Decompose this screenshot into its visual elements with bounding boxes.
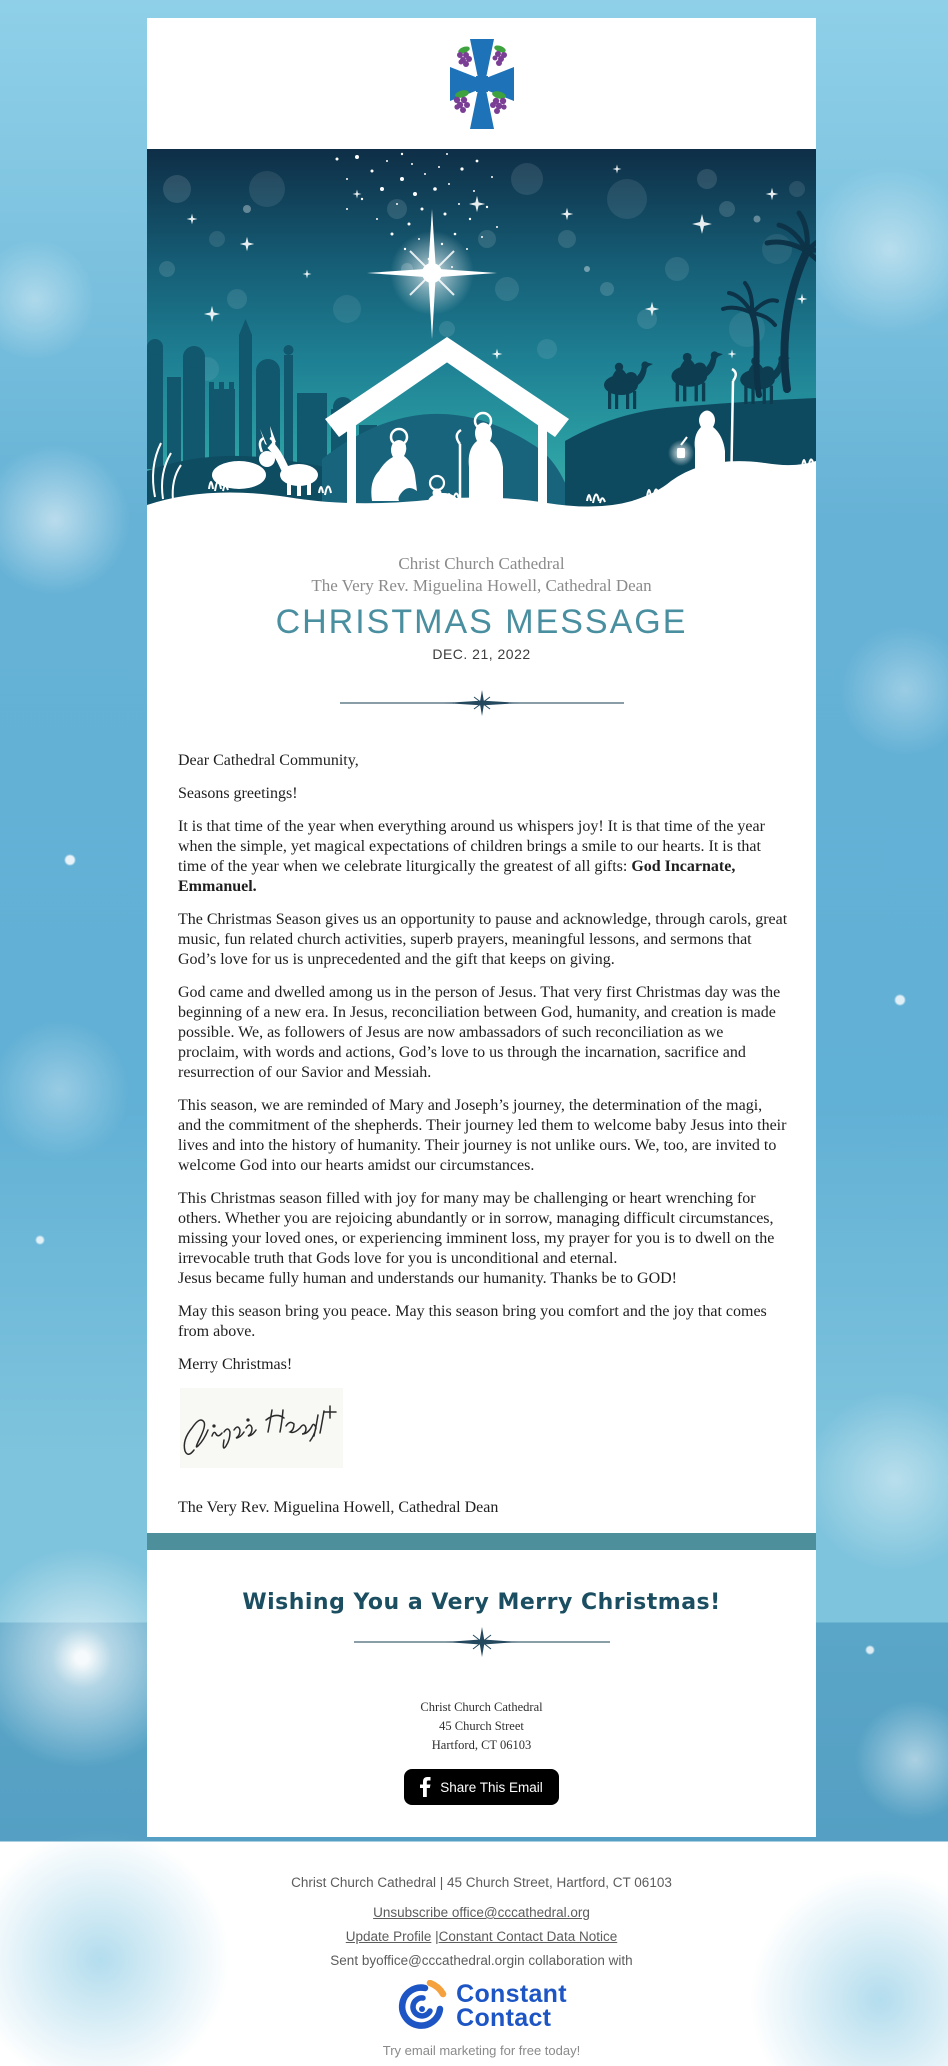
letter-body <box>147 751 816 1375</box>
card-header <box>147 18 816 149</box>
unsubscribe-link[interactable]: Unsubscribe office@cccathedral.org <box>373 1905 590 1920</box>
church-name: Christ Church Cathedral <box>398 554 565 573</box>
share-button-label: Share This Email <box>440 1779 543 1795</box>
address-line: Christ Church Cathedral <box>420 1700 543 1714</box>
constant-contact-mark-icon <box>396 1980 448 2032</box>
signature-image <box>180 1388 816 1473</box>
address-line: 45 Church Street <box>439 1719 524 1733</box>
paragraph-6: May this season bring you peace. May this season bring you comfort and the joy that comes from above. <box>178 1303 767 1340</box>
signer-name: The Very Rev. Miguelina Howell, Cathedral Dean <box>178 1499 499 1516</box>
cross-with-grapes-logo-icon <box>443 36 521 132</box>
dean-name: The Very Rev. Miguelina Howell, Cathedral Dean <box>311 576 652 595</box>
paragraph-1-bold: God Incarnate, Emmanuel. <box>178 858 736 895</box>
title-block <box>147 529 816 662</box>
banner-section <box>147 1550 816 1837</box>
banner-heading: Wishing You a Very Merry Christmas! <box>242 1590 721 1615</box>
paragraph-1 <box>178 817 788 897</box>
closing: Merry Christmas! <box>178 1356 293 1373</box>
sent-by-text: Sent by <box>330 1953 377 1968</box>
email-service-footer <box>147 1853 816 2058</box>
address-block <box>147 1698 816 1755</box>
constant-contact-wordmark: Constant Contact <box>456 1980 567 2032</box>
salutation: Dear Cathedral Community, <box>178 752 359 769</box>
teal-divider-bar <box>147 1533 816 1550</box>
greeting: Seasons greetings! <box>178 785 298 802</box>
paragraph-5 <box>178 1189 788 1289</box>
email-card <box>147 18 816 1837</box>
footer-link-separator: | <box>435 1929 439 1944</box>
paragraph-5-text: This Christmas season filled with joy for many may be challenging or heart wrenching for others. Whether you are rejoicing abundantly or in sorrow, managing difficult circumstances, missing your loved ones, or experiencing imminent loss, my prayer for you is to dwell on the irrevocable truth that Gods love for you is unconditional and eternal. <box>178 1190 775 1267</box>
sender-email-link[interactable]: office@cccathedral.org <box>376 1953 515 1968</box>
nativity-hero-image <box>147 149 816 529</box>
date-line: DEC. 21, 2022 <box>432 646 531 662</box>
facebook-icon <box>420 1777 431 1797</box>
update-profile-link[interactable]: Update Profile <box>345 1929 432 1944</box>
constant-contact-tagline: Try email marketing for free today! <box>382 2043 581 2058</box>
data-notice-link[interactable]: Constant Contact Data Notice <box>438 1929 618 1944</box>
star-divider-icon <box>147 690 816 721</box>
constant-contact-logo[interactable] <box>396 1980 567 2032</box>
page-title: CHRISTMAS MESSAGE <box>275 603 688 641</box>
address-line: Hartford, CT 06103 <box>431 1738 532 1752</box>
collaboration-text: in collaboration with <box>514 1953 633 1968</box>
footer-address-line: Christ Church Cathedral | 45 Church Street, Hartford, CT 06103 <box>291 1875 672 1890</box>
paragraph-4: This season, we are reminded of Mary and Joseph’s journey, the determination of the magi, and the commitment of the shepherds. Their journey led them to welcome baby Jesus into their lives and into the history of humanity. Their journey is not unlike ours. We, too, are invited to welcome God into our hearts amidst our circumstances. <box>178 1097 787 1174</box>
paragraph-5-line2: Jesus became fully human and understands our humanity. Thanks be to GOD! <box>178 1270 678 1287</box>
paragraph-2: The Christmas Season gives us an opportunity to pause and acknowledge, through carols, great music, fun related church activities, superb prayers, meaningful lessons, and sermons that God’s love for us is unprecedented and the gift that keeps on giving. <box>178 911 788 968</box>
star-divider-icon <box>147 1627 816 1662</box>
paragraph-1-text: It is that time of the year when everything around us whispers joy! It is that time of the year when the simple, yet magical expectations of children brings a smile to our hearts. It is that time of the year when we celebrate liturgically the greatest of all gifts: <box>178 818 765 875</box>
share-this-email-button[interactable] <box>404 1769 559 1805</box>
paragraph-3: God came and dwelled among us in the person of Jesus. That very first Christmas day was the beginning of a new era. In Jesus, reconciliation between God, humanity, and creation is made possible. We, as followers of Jesus are now ambassadors of such reconciliation as we proclaim, with words and actions, God’s love to us through the incarnation, sacrifice and resurrection of our Savior and Messiah. <box>178 984 781 1081</box>
